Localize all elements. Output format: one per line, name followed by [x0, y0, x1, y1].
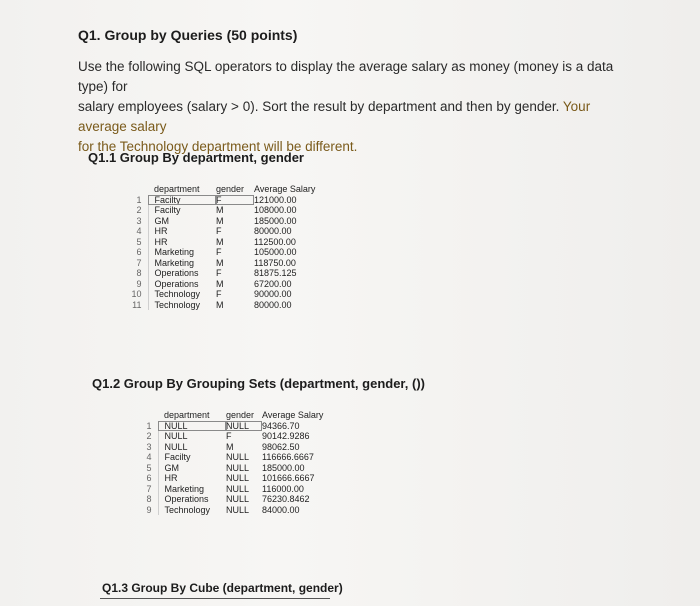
- row-number: 5: [132, 463, 158, 474]
- row-number: 6: [132, 473, 158, 484]
- q12-header-department: department: [164, 410, 210, 421]
- row-number: 1: [122, 195, 148, 206]
- row-number: 8: [122, 268, 148, 279]
- avg-salary-cell: 90142.9286: [262, 431, 310, 442]
- row-number: 10: [122, 289, 148, 300]
- avg-salary-cell: 118750.00: [254, 257, 296, 268]
- q12-result-body: [132, 421, 332, 516]
- department-cell: Marketing: [154, 257, 195, 268]
- department-cell: NULL: [164, 431, 188, 442]
- row-number: 3: [122, 216, 148, 227]
- gender-cell: F: [216, 289, 222, 300]
- instructions-line-2: [78, 97, 638, 137]
- department-cell: Marketing: [164, 483, 205, 494]
- gender-cell: M: [216, 215, 224, 226]
- department-cell: Facilty: [154, 205, 181, 216]
- q12-row: [132, 442, 332, 453]
- department-cell: NULL: [158, 421, 226, 432]
- gender-cell: NULL: [226, 494, 250, 505]
- q11-row: [122, 258, 324, 269]
- department-cell: Marketing: [154, 247, 195, 258]
- q11-row: [122, 205, 324, 216]
- department-cell: Technology: [154, 299, 201, 310]
- department-cell: GM: [154, 215, 169, 226]
- q12-row: [132, 452, 332, 463]
- row-number: 7: [132, 484, 158, 495]
- avg-salary-cell: 67200.00: [254, 278, 292, 289]
- instructions-line-2-text: salary employees (salary > 0). Sort the result by department and then by gender.: [78, 99, 560, 114]
- q11-header-avg-salary: Average Salary: [254, 184, 316, 195]
- q12-row: [132, 463, 332, 474]
- gender-cell: F: [216, 195, 254, 206]
- department-cell: Operations: [154, 278, 199, 289]
- question-instructions: [78, 57, 638, 157]
- department-cell: Technology: [154, 289, 201, 300]
- avg-salary-cell: 90000.00: [254, 289, 292, 300]
- avg-salary-cell: 105000.00: [254, 247, 297, 258]
- gender-cell: M: [216, 205, 224, 216]
- gender-cell: NULL: [226, 452, 250, 463]
- q12-row: [132, 484, 332, 495]
- row-number: 5: [122, 237, 148, 248]
- row-number: 4: [122, 226, 148, 237]
- row-number: 11: [122, 300, 148, 311]
- avg-salary-cell: 98062.50: [262, 441, 300, 452]
- row-number: 9: [122, 279, 148, 290]
- row-number: 2: [132, 431, 158, 442]
- gender-cell: F: [216, 226, 222, 237]
- q11-row: [122, 237, 324, 248]
- avg-salary-cell: 185000.00: [262, 462, 305, 473]
- gender-cell: NULL: [226, 483, 250, 494]
- q13-underline: [100, 598, 330, 599]
- gender-cell: NULL: [226, 421, 262, 432]
- avg-salary-cell: 94366.70: [262, 420, 300, 431]
- avg-salary-cell: 116666.6667: [262, 452, 314, 463]
- q11-result-body: [122, 195, 324, 311]
- row-number: 1: [132, 421, 158, 432]
- department-cell: Operations: [154, 268, 199, 279]
- q11-header-gender: gender: [216, 184, 245, 195]
- gender-cell: M: [216, 236, 224, 247]
- row-number: 6: [122, 247, 148, 258]
- q11-title: Q1.1 Group By department, gender: [88, 150, 304, 165]
- gender-cell: M: [226, 441, 234, 452]
- q11-header-department: department: [154, 184, 200, 195]
- row-number: 3: [132, 442, 158, 453]
- q12-row: [132, 473, 332, 484]
- department-cell: NULL: [164, 441, 188, 452]
- instructions-line-3: for the Technology department will be different.: [78, 139, 358, 154]
- q11-row: [122, 279, 324, 290]
- row-number-header: [132, 410, 158, 421]
- q12-header-gender: gender: [226, 410, 255, 421]
- q12-row: [132, 431, 332, 442]
- q11-row: [122, 300, 324, 311]
- avg-salary-cell: 80000.00: [254, 226, 292, 237]
- q12-title: Q1.2 Group By Grouping Sets (department, gender, ()): [92, 376, 425, 391]
- q11-result-grid: [122, 184, 324, 310]
- q11-row: [122, 226, 324, 237]
- avg-salary-cell: 112500.00: [254, 236, 296, 247]
- gender-cell: F: [216, 247, 222, 258]
- q11-row: [122, 195, 324, 206]
- department-cell: HR: [154, 236, 168, 247]
- department-cell: Operations: [164, 494, 209, 505]
- department-cell: Facilty: [164, 452, 191, 463]
- gender-cell: NULL: [226, 473, 250, 484]
- avg-salary-cell: 76230.8462: [262, 494, 310, 505]
- gender-cell: M: [216, 278, 224, 289]
- q11-row: [122, 289, 324, 300]
- department-cell: HR: [164, 473, 178, 484]
- gender-cell: NULL: [226, 504, 250, 515]
- question-title: Q1. Group by Queries (50 points): [78, 27, 298, 43]
- avg-salary-cell: 121000.00: [254, 194, 297, 205]
- gender-cell: F: [216, 268, 222, 279]
- q12-result-grid: [132, 410, 332, 515]
- gender-cell: M: [216, 257, 224, 268]
- instructions-line-1: Use the following SQL operators to display the average salary as money (money is a data type) for: [78, 59, 614, 94]
- avg-salary-cell: 80000.00: [254, 299, 292, 310]
- department-cell: Technology: [164, 504, 211, 515]
- q12-header-avg-salary: Average Salary: [262, 410, 324, 421]
- q11-row: [122, 268, 324, 279]
- q11-result-table: [122, 184, 324, 310]
- q13-title: Q1.3 Group By Cube (department, gender): [102, 581, 343, 595]
- row-number: 4: [132, 452, 158, 463]
- q12-header-row: [132, 410, 332, 421]
- gender-cell: NULL: [226, 462, 250, 473]
- row-number: 2: [122, 205, 148, 216]
- avg-salary-cell: 81875.125: [254, 268, 297, 279]
- row-number: 9: [132, 505, 158, 516]
- q11-header-row: [122, 184, 324, 195]
- avg-salary-cell: 185000.00: [254, 215, 297, 226]
- avg-salary-cell: 101666.6667: [262, 473, 315, 484]
- row-number: 8: [132, 494, 158, 505]
- q12-row: [132, 421, 332, 432]
- q12-row: [132, 505, 332, 516]
- avg-salary-cell: 108000.00: [254, 205, 297, 216]
- q12-result-table: [132, 410, 332, 515]
- instructions-line-2-highlight: Your average salary: [78, 99, 591, 134]
- avg-salary-cell: 116000.00: [262, 483, 304, 494]
- q11-row: [122, 247, 324, 258]
- department-cell: Facilty: [148, 195, 216, 206]
- avg-salary-cell: 84000.00: [262, 504, 300, 515]
- q11-row: [122, 216, 324, 227]
- row-number-header: [122, 184, 148, 195]
- gender-cell: F: [226, 431, 232, 442]
- department-cell: GM: [164, 462, 179, 473]
- gender-cell: M: [216, 299, 224, 310]
- q12-row: [132, 494, 332, 505]
- row-number: 7: [122, 258, 148, 269]
- department-cell: HR: [154, 226, 168, 237]
